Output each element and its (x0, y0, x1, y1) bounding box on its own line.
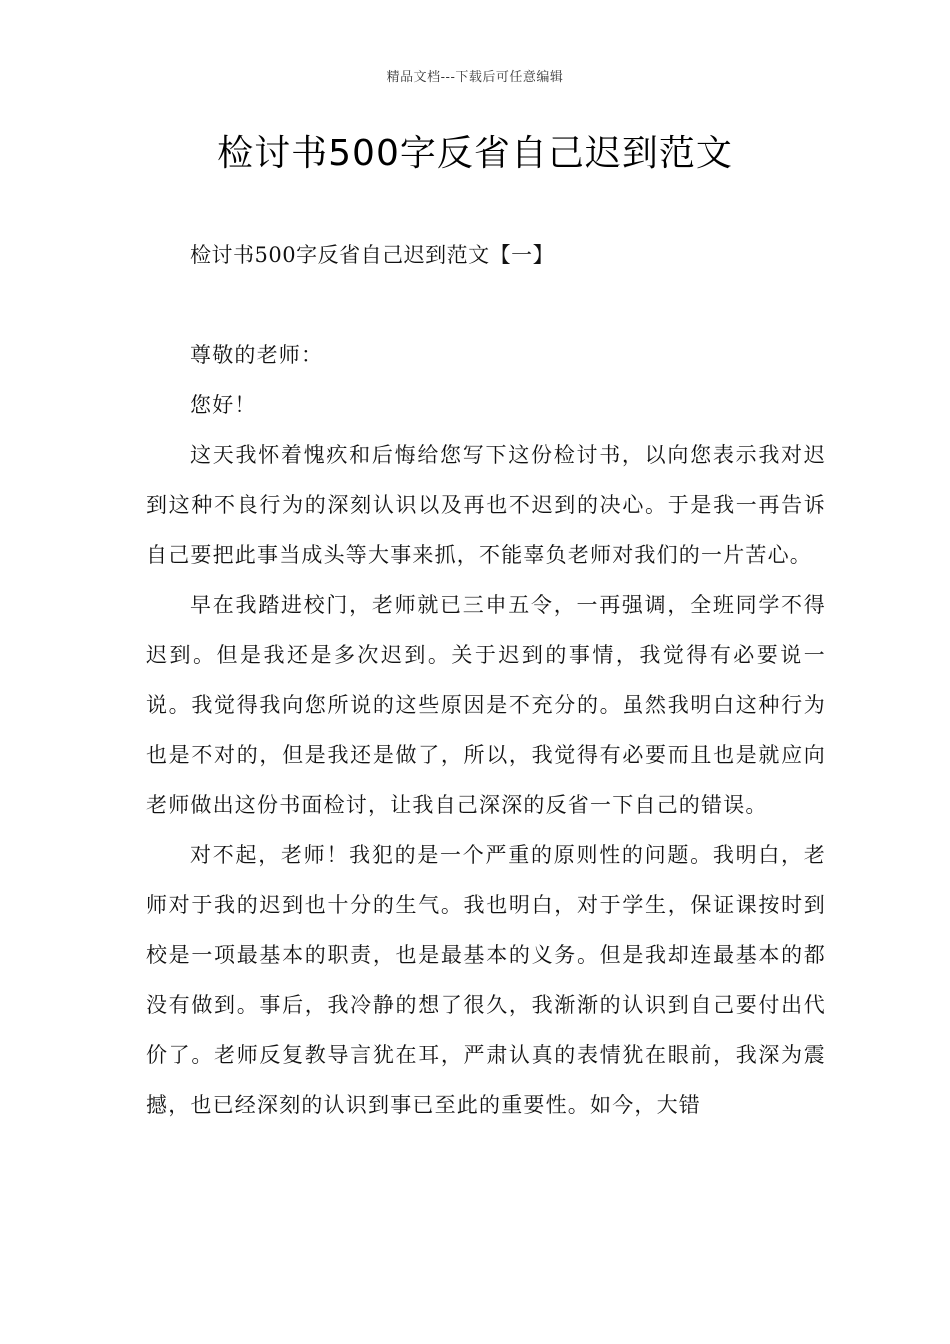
header-note: 精品文档---下载后可任意编辑 (386, 70, 564, 85)
paragraph: 早在我踏进校门，老师就已三申五令，一再强调，全班同学不得迟到。但是我还是多次迟到。关于迟到的事情，我觉得有必要说一说。我觉得我向您所说的这些原因是不充分的。虽然我明白这种行为也是不对的，但是我还是做了，所以，我觉得有必要而且也是就应向老师做出这份书面检讨，让我自己深深的反省一下自己的错误。 (146, 593, 826, 817)
paragraph: 对不起，老师！我犯的是一个严重的原则性的问题。我明白，老师对于我的迟到也十分的生气。我也明白，对于学生，保证课按时到校是一项最基本的职责，也是最基本的义务。但是我却连最基本的都没有做到。事后，我冷静的想了很久，我渐渐的认识到自己要付出代价了。老师反复教导言犹在耳，严肃认真的表情犹在眼前，我深为震撼，也已经深刻的认识到事已至此的重要性。如今，大错 (146, 843, 826, 1117)
salutation: 尊敬的老师： (190, 343, 324, 367)
greeting: 您好！ (190, 393, 257, 417)
document-title: 检讨书500字反省自己迟到范文 (217, 133, 733, 174)
document-body (146, 230, 826, 1130)
paragraph: 这天我怀着愧疚和后悔给您写下这份检讨书，以向您表示我对迟到这种不良行为的深刻认识以及再也不迟到的决心。于是我一再告诉自己要把此事当成头等大事来抓，不能辜负老师对我们的一片苦心。 (146, 443, 826, 567)
section-heading: 检讨书500字反省自己迟到范文【一】 (190, 243, 555, 267)
